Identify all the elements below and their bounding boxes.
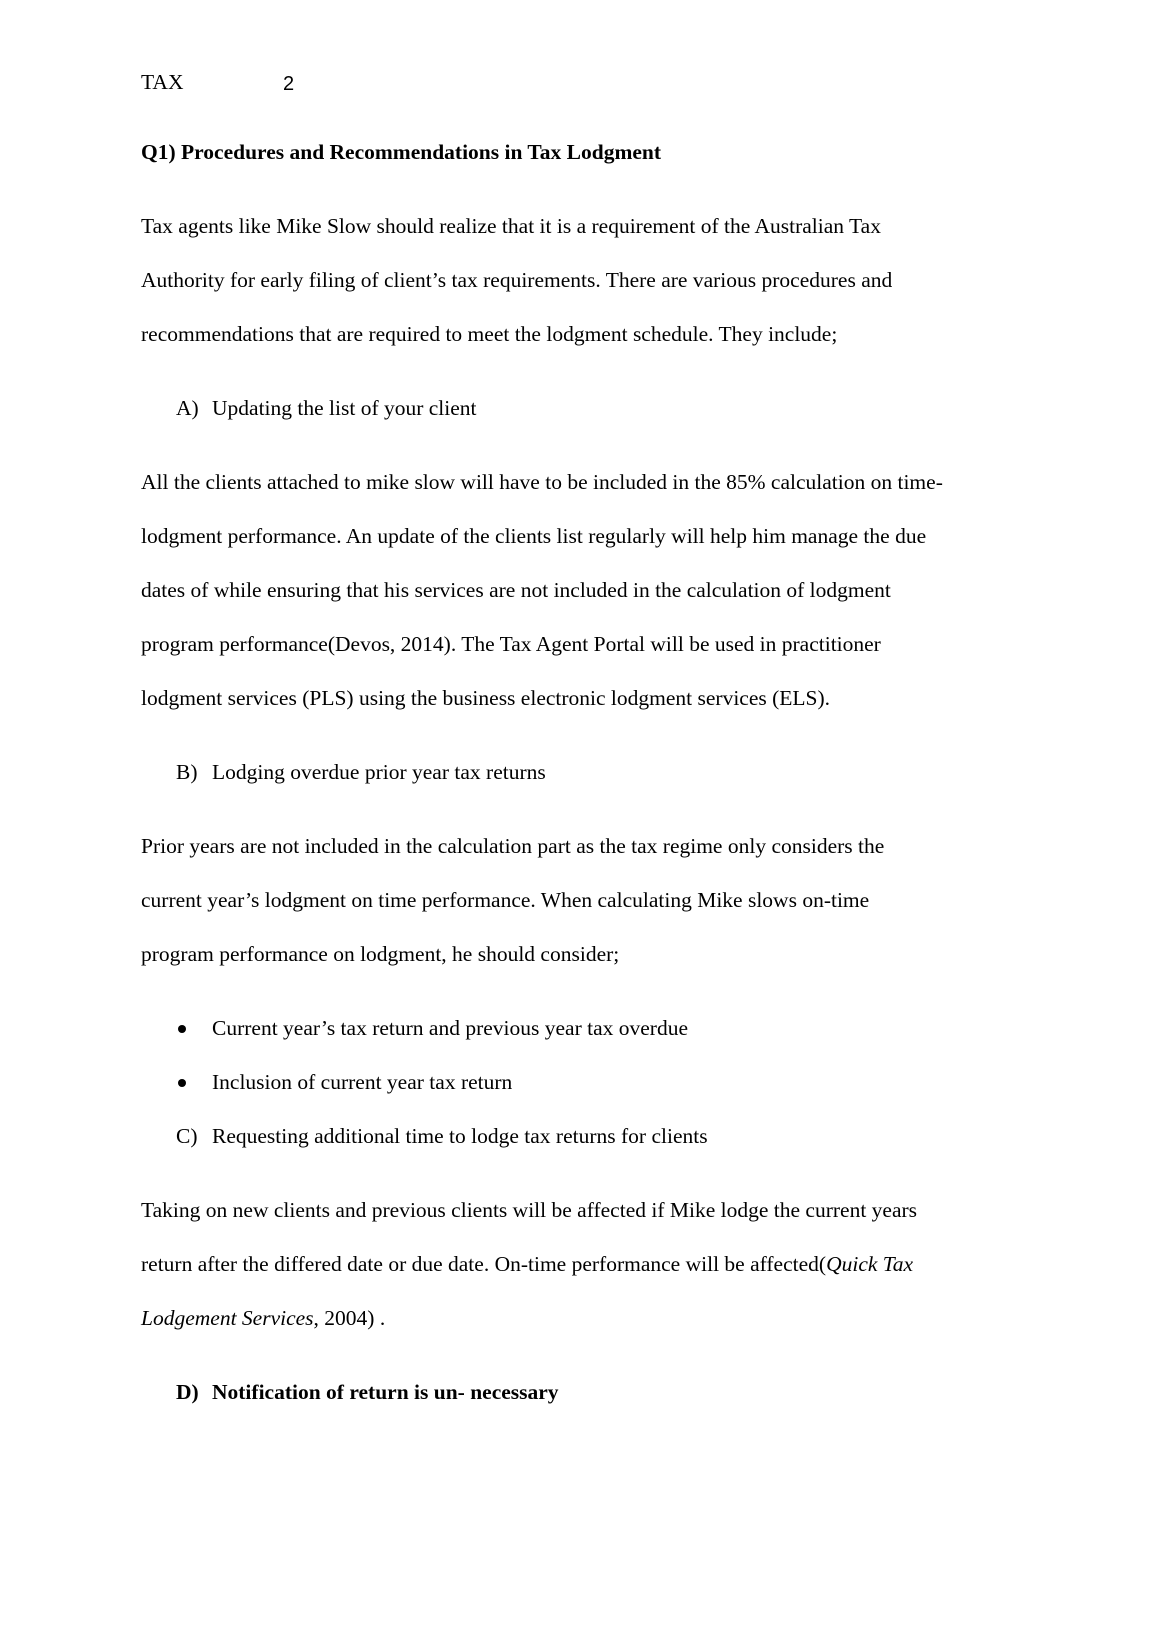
list-marker-c: C) <box>176 1124 198 1148</box>
heading-c: Requesting additional time to lodge tax returns for clients <box>212 1124 708 1148</box>
para-c-line-1: Taking on new clients and previous clients will be affected if Mike lodge the current years <box>141 1198 918 1222</box>
para-c-line-3 <box>141 1304 385 1332</box>
para-b-line-1: Prior years are not included in the calculation part as the tax regime only considers the <box>141 834 885 858</box>
heading-b: Lodging overdue prior year tax returns <box>212 760 546 784</box>
para-a-line-1: All the clients attached to mike slow will have to be included in the 85% calculation on time- <box>141 470 943 494</box>
list-marker-d: D) <box>176 1380 199 1404</box>
running-head: TAX <box>141 70 184 94</box>
list-marker-b: B) <box>176 760 198 784</box>
citation-title-part-1: Quick Tax <box>826 1252 914 1276</box>
bullet-icon <box>178 1079 186 1087</box>
page-number: 2 <box>283 73 295 95</box>
intro-line-3: recommendations that are required to meet the lodgment schedule. They include; <box>141 322 838 346</box>
para-a-line-2: lodgment performance. An update of the clients list regularly will help him manage the due <box>141 524 927 548</box>
heading-a: Updating the list of your client <box>212 396 477 420</box>
para-b-line-2: current year’s lodgment on time performance. When calculating Mike slows on-time <box>141 888 870 912</box>
bullet-item-1: Current year’s tax return and previous year tax overdue <box>212 1016 689 1040</box>
citation-title-part-2: Lodgement Services <box>141 1306 314 1330</box>
bullet-icon <box>178 1025 186 1033</box>
citation-year: , 2004) . <box>313 1306 386 1330</box>
list-marker-a: A) <box>176 396 199 420</box>
para-a-line-3: dates of while ensuring that his services are not included in the calculation of lodgment <box>141 578 891 602</box>
para-c-line-2 <box>141 1250 913 1278</box>
intro-line-1: Tax agents like Mike Slow should realize that it is a requirement of the Australian Tax <box>141 214 881 238</box>
section-title: Q1) Procedures and Recommendations in Tax Lodgment <box>141 140 662 164</box>
heading-d: Notification of return is un- necessary <box>212 1380 559 1404</box>
para-a-line-4: program performance(Devos, 2014). The Tax Agent Portal will be used in practitioner <box>141 632 881 656</box>
para-c-line-2-text: return after the differed date or due date. On-time performance will be affected( <box>141 1252 827 1276</box>
intro-line-2: Authority for early filing of client’s tax requirements. There are various procedures and <box>141 268 893 292</box>
para-b-line-3: program performance on lodgment, he should consider; <box>141 942 620 966</box>
para-a-line-5: lodgment services (PLS) using the business electronic lodgment services (ELS). <box>141 686 831 710</box>
bullet-item-2: Inclusion of current year tax return <box>212 1070 513 1094</box>
